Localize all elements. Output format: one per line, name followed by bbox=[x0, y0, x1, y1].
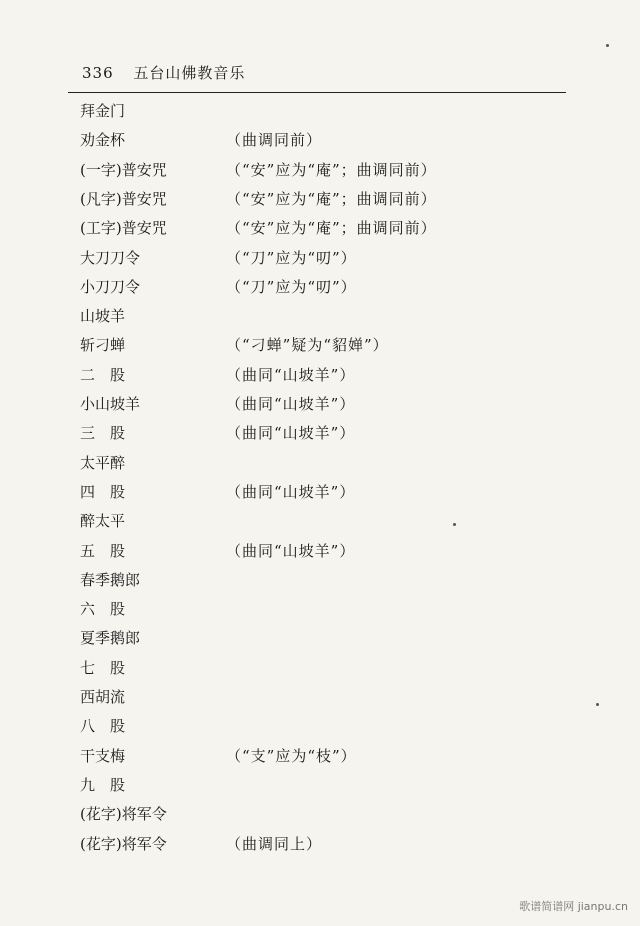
entry-title: (一字)普安咒 bbox=[80, 160, 167, 179]
book-title: 五台山佛教音乐 bbox=[133, 64, 246, 82]
list-item bbox=[0, 188, 640, 210]
entry-title: 山坡羊 bbox=[80, 307, 126, 326]
list-item bbox=[0, 422, 640, 444]
entry-note: （曲调同前） bbox=[226, 131, 323, 150]
entry-note: （曲同“山坡羊”） bbox=[226, 424, 356, 443]
entry-note: （“刀”应为“叨”） bbox=[226, 248, 357, 267]
speck bbox=[453, 523, 456, 526]
entry-title: 大刀刀令 bbox=[80, 248, 141, 267]
entry-title: 干支梅 bbox=[80, 746, 126, 765]
entry-note: （“刁蝉”疑为“貂婵”） bbox=[226, 336, 389, 355]
entry-title: 小山坡羊 bbox=[80, 395, 141, 413]
entry-title: (凡字)普安咒 bbox=[80, 189, 167, 208]
list-item bbox=[0, 745, 640, 767]
entry-title: 五 股 bbox=[80, 541, 126, 560]
entry-title: 二 股 bbox=[80, 365, 126, 384]
entry-note: （“支”应为“枝”） bbox=[226, 746, 357, 765]
list-item bbox=[0, 159, 640, 181]
list-item bbox=[0, 364, 640, 386]
entry-title: (花字)将军令 bbox=[80, 805, 167, 824]
list-item bbox=[0, 627, 640, 649]
entry-title: 小刀刀令 bbox=[80, 277, 141, 296]
speck bbox=[606, 44, 609, 47]
page-number: 336 bbox=[82, 64, 114, 82]
list-item bbox=[0, 569, 640, 591]
entry-note: （“安”应为“庵”；曲调同前） bbox=[226, 160, 437, 179]
entry-title: (工字)普安咒 bbox=[80, 219, 167, 238]
entry-title: 三 股 bbox=[80, 424, 126, 443]
list-item bbox=[0, 100, 640, 122]
entry-note: （“安”应为“庵”；曲调同前） bbox=[226, 189, 437, 208]
entry-title: 七 股 bbox=[80, 658, 126, 677]
list-item bbox=[0, 276, 640, 298]
list-item bbox=[0, 393, 640, 415]
entry-title: 春季鹅郎 bbox=[80, 570, 141, 589]
list-item bbox=[0, 481, 640, 503]
header-rule bbox=[68, 92, 566, 93]
entry-note: （曲同“山坡羊”） bbox=[226, 395, 356, 413]
list-item bbox=[0, 452, 640, 474]
list-item bbox=[0, 129, 640, 151]
entry-title: 六 股 bbox=[80, 600, 126, 619]
list-item bbox=[0, 686, 640, 708]
entry-title: 四 股 bbox=[80, 482, 126, 501]
entry-title: 太平醉 bbox=[80, 453, 126, 472]
list-item bbox=[0, 247, 640, 269]
list-item bbox=[0, 833, 640, 855]
entry-note: （“刀”应为“叨”） bbox=[226, 277, 357, 296]
entry-title: 拜金门 bbox=[80, 102, 126, 120]
list-item bbox=[0, 598, 640, 620]
list-item bbox=[0, 510, 640, 532]
page-header bbox=[82, 62, 245, 83]
entry-title: 醉太平 bbox=[80, 512, 126, 531]
speck bbox=[596, 703, 599, 706]
entry-title: 九 股 bbox=[80, 775, 126, 794]
list-item bbox=[0, 774, 640, 796]
list-item bbox=[0, 217, 640, 239]
list-item bbox=[0, 715, 640, 737]
entry-title: 八 股 bbox=[80, 717, 126, 736]
watermark: 歌谱简谱网 jianpu.cn bbox=[519, 900, 628, 913]
list-item bbox=[0, 540, 640, 562]
entry-note: （曲同“山坡羊”） bbox=[226, 482, 356, 501]
entry-title: 斩刁蝉 bbox=[80, 336, 126, 355]
entry-note: （曲同“山坡羊”） bbox=[226, 365, 356, 384]
entry-title: 劝金杯 bbox=[80, 131, 126, 150]
entry-title: (花字)将军令 bbox=[80, 834, 167, 853]
entry-note: （“安”应为“庵”；曲调同前） bbox=[226, 219, 437, 238]
entry-note: （曲调同上） bbox=[226, 834, 323, 853]
entry-note: （曲同“山坡羊”） bbox=[226, 541, 356, 560]
list-item bbox=[0, 657, 640, 679]
list-item bbox=[0, 334, 640, 356]
entry-title: 西胡流 bbox=[80, 688, 126, 706]
list-item bbox=[0, 305, 640, 327]
list-item bbox=[0, 803, 640, 825]
entry-title: 夏季鹅郎 bbox=[80, 629, 141, 648]
